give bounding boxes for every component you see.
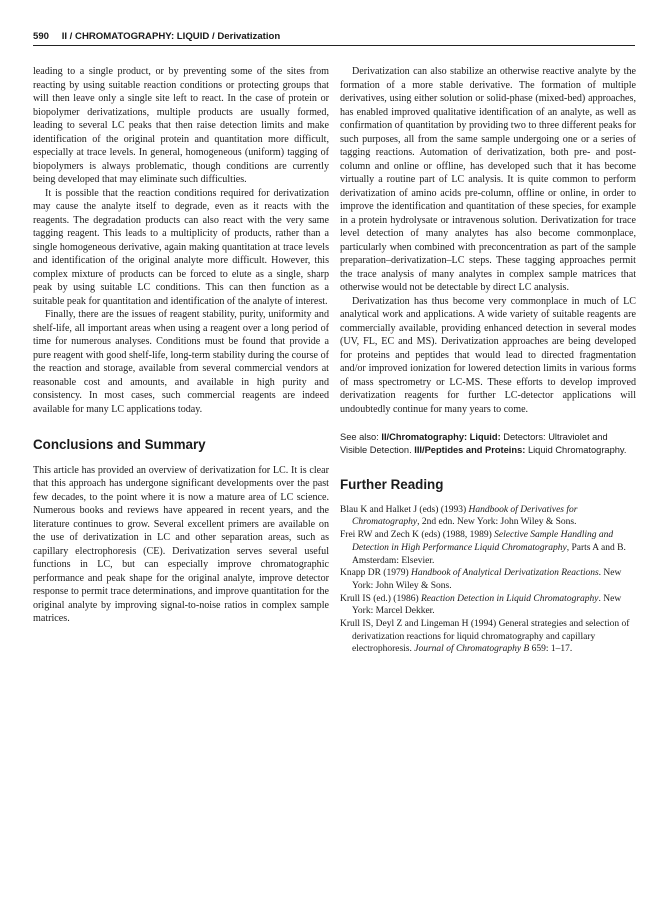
paragraph: Derivatization has thus become very commonplace in much of LC analytical work and applications. A wide variety of suitable reagents are commercially available, providing enhanced detection in several modes (UV, FL, EC and MS). Derivatization approaches are being developed for proteins and peptides that would lead to directed fragmentation and/or improved ionization for lowered detection limits in various forms of mass spectrometry or LC-MS. These efforts to develop improved derivatization reagents for further LC-detector applications will undoubtedly continue for many years to come. (340, 295, 636, 415)
paragraph: Derivatization can also stabilize an otherwise reactive analyte by the formation of a more stable derivative. The formation of multiple derivatives, using either solution or solid-phase (mixed-bed) approaches, has enabled improved qualitative identification of an analyte, as well as confirmation of quantitation by providing two to three different peaks for such purposes, all from the same sample undergoing one or a series of tagging reactions. Automation of derivatization, both pre- and post-column and online or offline, has developed such that it has become virtually a routine part of LC analysis. It is quite common to perform derivatization of amino acids pre-column, offline or online, in order to improve the identification and quantitation of these species, for example in a protein hydrolysate or intravenous solution. Derivatization for trace level detection of many analytes has also become commonplace, particularly when combined with preconcentration as part of the sample preparation–derivatization–LC steps. These tagging approaches permit the trace analysis of many analytes in complex sample matrices that otherwise would not be detectable by direct LC analysis. (340, 66, 636, 293)
running-header (33, 31, 635, 45)
left-column (33, 65, 329, 626)
reference-item: Krull IS, Deyl Z and Lingeman H (1994) General strategies and selection of derivatization reactions for liquid chromatography and capillary electrophoresis. Journal of Chromatography B 659: 1–17. (340, 619, 630, 655)
header-rule (33, 45, 635, 46)
see-also-link[interactable]: III/Peptides and Proteins: (414, 444, 526, 455)
page-number: 590 (33, 31, 50, 42)
reference-item: Knapp DR (1979) Handbook of Analytical Derivatization Reactions. New York: John Wiley & Sons. (340, 568, 622, 591)
reference-item: Blau K and Halket J (eds) (1993) Handbook of Derivatives for Chromatography, 2nd edn. New York: John Wiley & Sons. (340, 504, 578, 528)
further-reading-heading: Further Reading (340, 477, 444, 493)
conclusions-heading: Conclusions and Summary (33, 437, 206, 452)
paragraph: Finally, there are the issues of reagent stability, purity, uniformity and shelf-life, all important areas when using a reagent over a long period of time for numerous analyses. Conditions must be found that provide a pure reagent with good shelf-life, long-term stability during the course of the reaction and storage, available from several commercial vendors at reasonable cost and amounts, and available in high purity and consistency. In most cases, such commercial reagents are indeed available for many LC applications today. (33, 309, 329, 415)
see-also-link-text[interactable]: Liquid Chromatography. (527, 444, 627, 455)
paragraph: It is possible that the reaction conditions required for derivatization may cause the analyte itself to degrade, even as it reacts with the reagents. The degradation products can also react with the very same tagging reagent. This leads to a multiplicity of products, rather than a single homogeneous derivative, again making quantitation at trace levels and identification of the original analyte more difficult. However, this complex mixture of products can be forced to elute as a single, sharp peak by using suitable LC conditions. This can then function as a suitable peak for quantitation and identification of the analyte of interest. (33, 187, 329, 307)
paragraph: This article has provided an overview of derivatization for LC. It is clear that this approach has undergone significant developments over the past few decades, to the point where it is now a mature area of LC science. Numerous books and reviews have appeared in recent years, and the literature continues to grow. Several excellent primers are available on the use of derivatization in LC and other separation areas, such as capillary electrophoresis (CE). Derivatization serves several useful functions in LC, but can especially improve chromatographic performance and peak shape for the original analyte, improve detector response to permit trace determinations, and improve quantitation for the original analyte by improving signal-to-noise ratios in complex sample matrices. (33, 464, 329, 624)
reference-item: Frei RW and Zech K (eds) (1988, 1989) Selective Sample Handling and Detection in High Performance Liquid Chromatography, Parts A and B. Amsterdam: Elsevier. (340, 530, 626, 566)
subsection-title: Derivatization (217, 31, 281, 42)
see-also-label: See also: (340, 432, 379, 442)
see-also (340, 431, 636, 456)
see-also-link[interactable]: II/Chromatography: Liquid: (381, 432, 501, 442)
reference-item: Krull IS (ed.) (1986) Reaction Detection in Liquid Chromatography. New York: Marcel Dekker. (340, 593, 622, 617)
section-title: II / CHROMATOGRAPHY: LIQUID / (61, 31, 218, 42)
paragraph: leading to a single product, or by preventing some of the sites from reacting by using suitable reaction conditions or protecting groups that will then leave only a single site left to react. In the case of protein or biopolymer derivatizations, multiple products are usually formed, leading to several LC peaks that then raise detection limits and make identification of the original protein and quantitation more difficult, especially at trace levels. In general, homogeneous (uniform) tagging of biopolymers is always problematic, though conditions are currently being developed that may eliminate such difficulties. (33, 66, 329, 185)
reference-list (340, 504, 636, 656)
right-column (340, 65, 636, 656)
see-also-link-text[interactable]: Detectors: Ultraviolet and Visible Detection. (340, 432, 608, 455)
